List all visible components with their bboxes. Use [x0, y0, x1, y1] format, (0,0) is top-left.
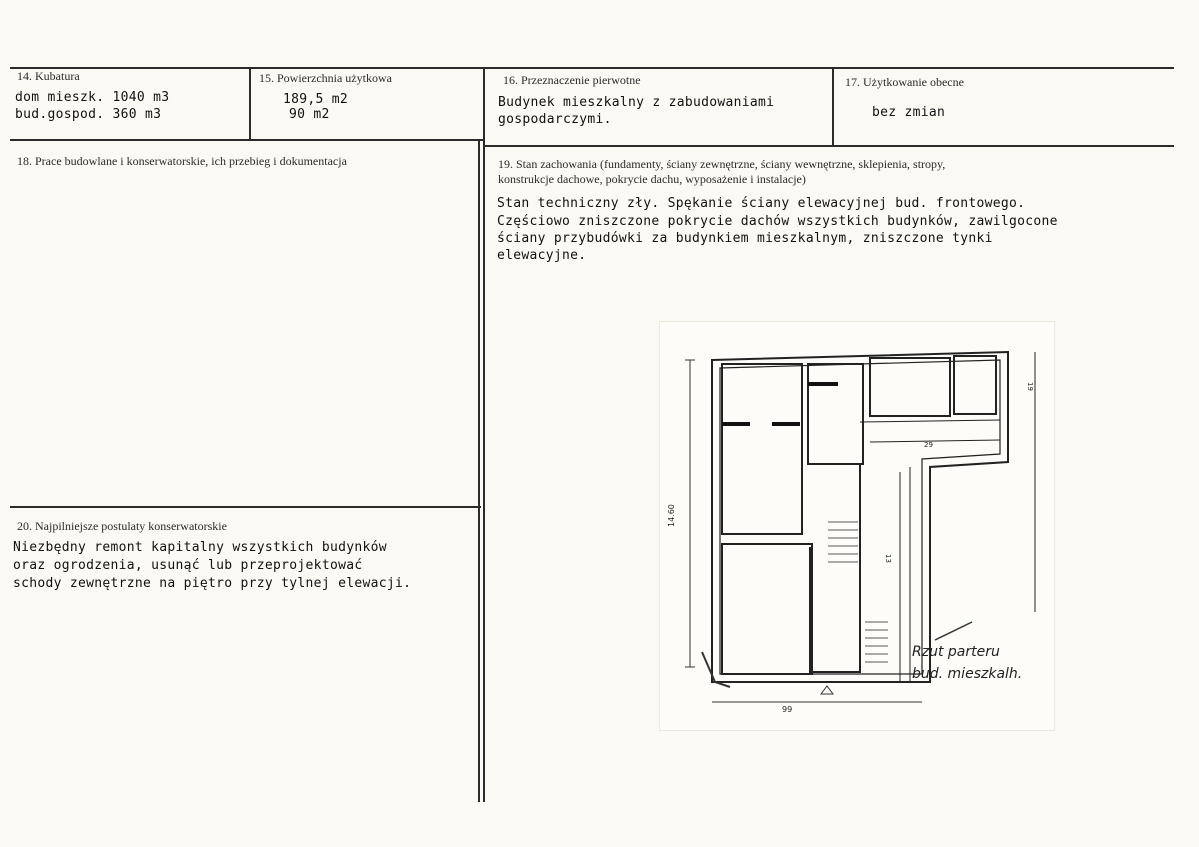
row1-bottom-rule — [10, 139, 483, 141]
divider-16-17 — [832, 67, 834, 145]
floor-plan-drawing — [660, 322, 1054, 730]
stan-text-4: elewacyjne. — [497, 248, 587, 263]
kubatura-line-1: dom mieszk. 1040 m3 — [15, 90, 170, 105]
przeznaczenie-line-2: gospodarczymi. — [498, 112, 612, 127]
dim-side-label: 19 — [1026, 382, 1034, 391]
plan-caption-line-2: bud. mieszkalh. — [912, 666, 1023, 682]
stan-text-3: ściany przybudówki za budynkiem mieszkalnym, zniszczone tynki — [497, 231, 993, 246]
s18-bottom-rule — [10, 506, 481, 508]
uzytkowanie-label: 17. Użytkowanie obecne — [845, 75, 964, 89]
stan-label-1: 19. Stan zachowania (fundamenty, ściany zewnętrzne, ściany wewnętrzne, sklepienia, stropy, — [498, 157, 946, 171]
stan-label-2: konstrukcje dachowe, pokrycie dachu, wyposażenie i instalacje) — [498, 172, 806, 186]
row1-bottom-rule-right — [483, 145, 1174, 147]
uzytkowanie-value: bez zmian — [872, 105, 946, 120]
powierzchnia-line-1: 189,5 m2 — [283, 92, 349, 107]
powierzchnia-label: 15. Powierzchnia użytkowa — [259, 71, 392, 85]
powierzchnia-line-2: 90 m2 — [289, 107, 330, 122]
prace-label: 18. Prace budowlane i konserwatorskie, ich przebieg i dokumentacja — [17, 154, 347, 168]
stan-text-1: Stan techniczny zły. Spękanie ściany elewacyjnej bud. frontowego. — [497, 196, 1026, 211]
postulaty-text-1: Niezbędny remont kapitalny wszystkich budynków — [13, 540, 387, 555]
divider-14-15 — [249, 67, 251, 139]
przeznaczenie-label: 16. Przeznaczenie pierwotne — [503, 73, 641, 87]
plan-caption-line-1: Rzut parteru — [912, 644, 1000, 660]
dim-left-label: 13 — [884, 554, 892, 563]
divider-left-bottom — [478, 139, 480, 802]
kubatura-line-2: bud.gospod. 360 m3 — [15, 107, 162, 122]
przeznaczenie-line-1: Budynek mieszkalny z zabudowaniami — [498, 95, 775, 110]
top-rule — [10, 67, 1174, 69]
dim-width-label: 99 — [782, 705, 793, 714]
dim-height-label: 14.60 — [667, 504, 676, 527]
kubatura-label: 14. Kubatura — [17, 69, 80, 83]
stan-text-2: Częściowo zniszczone pokrycie dachów wszystkich budynków, zawilgocone — [497, 214, 1058, 229]
postulaty-label: 20. Najpilniejsze postulaty konserwatorskie — [17, 519, 227, 533]
postulaty-text-3: schody zewnętrzne na piętro przy tylnej elewacji. — [13, 576, 412, 591]
floor-plan-image — [660, 322, 1054, 730]
divider-15-16 — [483, 67, 485, 802]
postulaty-text-2: oraz ogrodzenia, usunąć lub przeprojektować — [13, 558, 363, 573]
dim-inner-label: 29 — [924, 441, 933, 449]
